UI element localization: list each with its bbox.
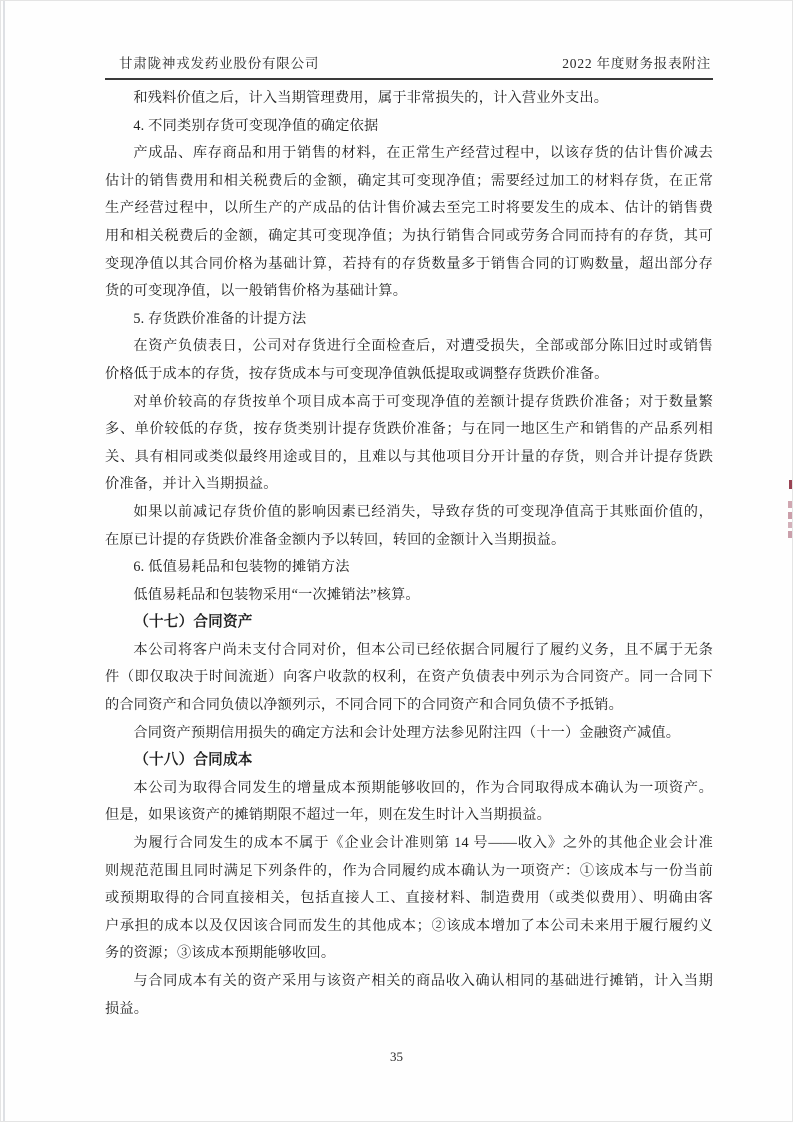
text-line: 4. 不同类别存货可变现净值的确定依据 [133, 117, 379, 134]
text-line: 5. 存货跌价准备的计提方法 [133, 310, 307, 327]
text-line: 货的可变现净值，以一般销售价格为基础计算。 [105, 283, 408, 300]
text-line: 件（即仅取决于时间流逝）向客户收款的权利，在资产负债表中列示为合同资产。同一合同下 [105, 669, 713, 686]
text-line: 在原已计提的存货跌价准备金额内予以转回，转回的金额计入当期损益。 [105, 531, 566, 548]
red-ink-mark [788, 531, 792, 538]
document-body [105, 85, 713, 1023]
text-line: 生产经营过程中，以所生产的产成品的估计售价减去至完工时将要发生的成本、估计的销售费 [105, 200, 713, 217]
text-line: 对单价较高的存货按单个项目成本高于可变现净值的差额计提存货跌价准备；对于数量繁 [133, 393, 713, 410]
text-line: 合同资产预期信用损失的确定方法和会计处理方法参见附注四（十一）金融资产减值。 [133, 724, 681, 741]
text-line: 如果以前减记存货价值的影响因素已经消失，导致存货的可变现净值高于其账面价值的， [133, 503, 713, 520]
text-line: 6. 低值易耗品和包装物的摊销方法 [133, 559, 350, 576]
scan-edge-artifact [3, 1, 5, 1121]
red-ink-mark [789, 480, 793, 489]
text-line: 和残料价值之后，计入当期管理费用，属于非常损失的，计入营业外支出。 [133, 90, 609, 106]
text-line: 价格低于成本的存货，按存货成本与可变现净值孰低提取或调整存货跌价准备。 [105, 365, 609, 382]
text-line: 关、具有相同或类似最终用途或目的，且难以与其他项目分开计量的存货，则合并计提存货跌 [105, 448, 713, 465]
text-line: 价准备，并计入当期损益。 [105, 476, 278, 493]
report-title: 2022 年度财务报表附注 [562, 56, 711, 71]
text-line: 户承担的成本以及仅因该合同而发生的其他成本；②该成本增加了本公司未来用于履行履约义 [105, 917, 713, 934]
text-line: 低值易耗品和包装物采用“一次摊销法”核算。 [133, 586, 420, 603]
company-name: 甘肃陇神戎发药业股份有限公司 [119, 56, 320, 71]
text-line: 或预期取得的合同直接相关，包括直接人工、直接材料、制造费用（或类似费用）、明确由客 [105, 890, 713, 907]
text-line: 与合同成本有关的资产采用与该资产相关的商品收入确认相同的基础进行摊销，计入当期 [133, 973, 713, 989]
page-number: 35 [390, 1049, 403, 1064]
red-ink-mark [788, 522, 792, 528]
section-heading: （十七）合同资产 [134, 614, 253, 631]
text-line: 用和相关税费后的金额，确定其可变现净值；为执行销售合同或劳务合同而持有的存货，其可 [105, 227, 713, 244]
text-line: 产成品、库存商品和用于销售的材料，在正常生产经营过程中，以该存货的估计售价减去 [133, 145, 713, 162]
text-line: 变现净值以其合同价格为基础计算，若持有的存货数量多于销售合同的订购数量，超出部分存 [105, 255, 713, 272]
red-ink-mark [788, 501, 792, 508]
text-line: 但是，如果该资产的摊销期限不超过一年，则在发生时计入当期损益。 [105, 807, 552, 824]
text-line: 本公司为取得合同发生的增量成本预期能够收回的，作为合同取得成本确认为一项资产。 [133, 779, 713, 796]
section-heading: （十八）合同成本 [134, 752, 253, 769]
text-line: 估计的销售费用和相关税费后的金额，确定其可变现净值；需要经过加工的材料存货，在正常 [105, 172, 713, 189]
text-line: 为履行合同发生的成本不属于《企业会计准则第 14 号——收入》之外的其他企业会计准 [133, 835, 713, 852]
text-line: 在资产负债表日，公司对存货进行全面检查后，对遭受损失，全部或部分陈旧过时或销售 [133, 338, 713, 355]
text-line: 务的资源；③该成本预期能够收回。 [105, 945, 336, 962]
text-line: 则规范范围且同时满足下列条件的，作为合同履约成本确认为一项资产：①该成本与一份当前 [105, 862, 713, 879]
red-ink-mark [788, 512, 792, 519]
text-line: 多、单价较低的存货，按存货类别计提存货跌价准备；与在同一地区生产和销售的产品系列相 [105, 421, 713, 438]
text-line: 的合同资产和合同负债以净额列示，不同合同下的合同资产和合同负债不予抵销。 [105, 697, 623, 714]
text-line: 本公司将客户尚未支付合同对价，但本公司已经依据合同履行了履约义务，且不属于无条 [133, 641, 713, 658]
page-header [105, 1, 713, 80]
text-line: 损益。 [105, 1000, 149, 1017]
